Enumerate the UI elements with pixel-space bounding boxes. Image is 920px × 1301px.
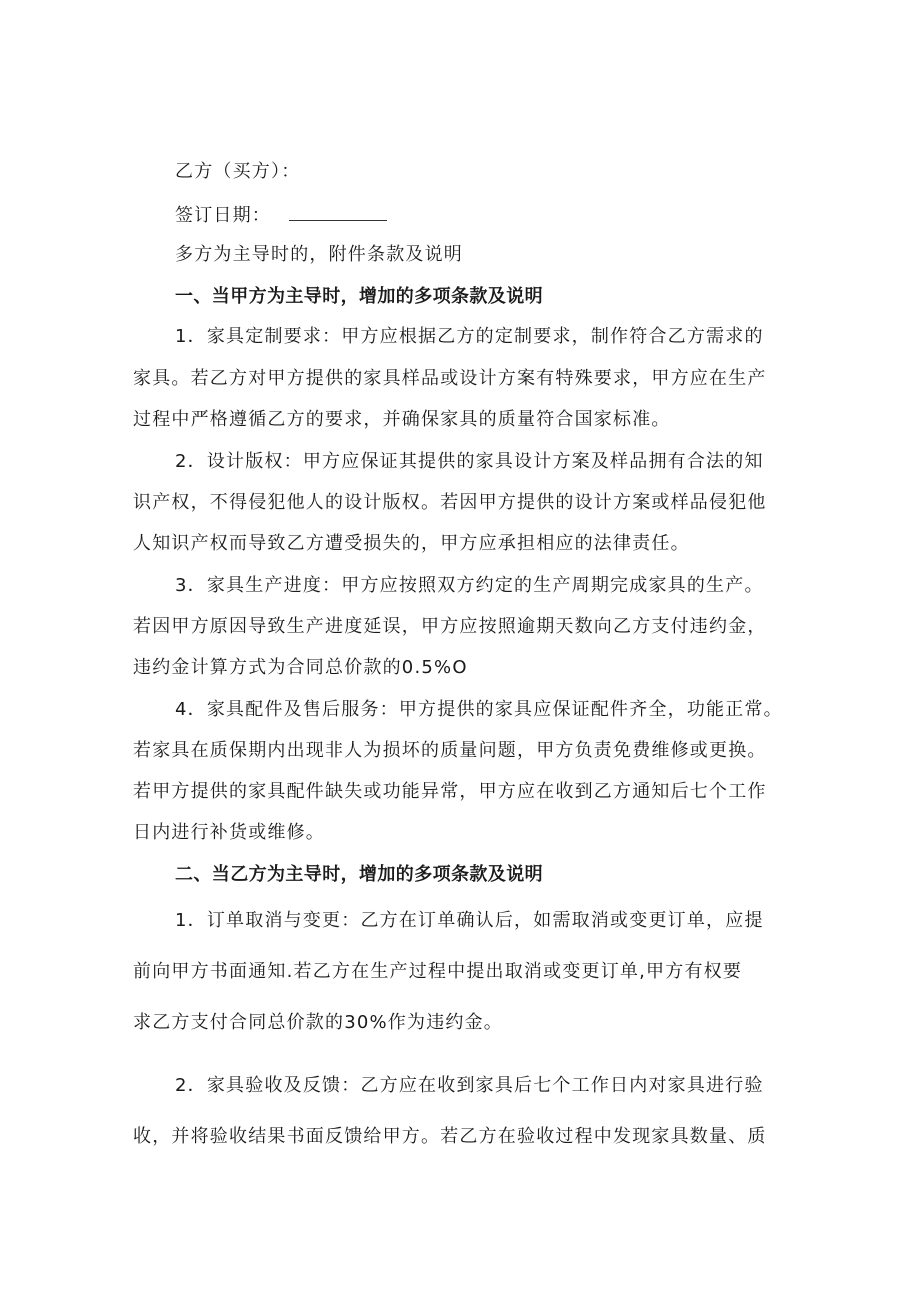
section2-line: 收，并将验收结果书面反馈给甲方。若乙方在验收过程中发现家具数量、质 bbox=[133, 1126, 767, 1147]
section2-line: 2．家具验收及反馈：乙方应在收到家具后七个工作日内对家具进行验 bbox=[175, 1075, 764, 1096]
section1-line: 违约金计算方式为合同总价款的0.5%O bbox=[133, 657, 468, 678]
intro-line: 多方为主导时的，附件条款及说明 bbox=[175, 244, 463, 265]
sign-date-row bbox=[175, 206, 387, 225]
section2-line: 前向甲方书面通知.若乙方在生产过程中提出取消或变更订单,甲方有权要 bbox=[133, 961, 743, 982]
section1-line: 1．家具定制要求：甲方应根据乙方的定制要求，制作符合乙方需求的 bbox=[175, 326, 764, 347]
sign-date-label: 签订日期： bbox=[175, 205, 271, 226]
section1-line: 若因甲方原因导致生产进度延误，甲方应按照逾期天数向乙方支付违约金， bbox=[133, 616, 767, 637]
section1-line: 4．家具配件及售后服务：甲方提供的家具应保证配件齐全，功能正常。 bbox=[175, 699, 783, 720]
section1-line: 日内进行补货或维修。 bbox=[133, 822, 325, 843]
section2-line: 1．订单取消与变更：乙方在订单确认后，如需取消或变更订单，应提 bbox=[175, 910, 764, 931]
section1-line: 识产权，不得侵犯他人的设计版权。若因甲方提供的设计方案或样品侵犯他 bbox=[133, 492, 767, 513]
section1-line: 家具。若乙方对甲方提供的家具样品或设计方案有特殊要求，甲方应在生产 bbox=[133, 368, 767, 389]
sign-date-blank bbox=[289, 206, 387, 221]
section1-line: 若甲方提供的家具配件缺失或功能异常，甲方应在收到乙方通知后七个工作 bbox=[133, 781, 767, 802]
section1-line: 3．家具生产进度：甲方应按照双方约定的生产周期完成家具的生产。 bbox=[175, 575, 764, 596]
section2-line: 求乙方支付合同总价款的30%作为违约金。 bbox=[133, 1012, 504, 1033]
party-b-label: 乙方（买方）： bbox=[175, 161, 301, 182]
section1-heading: 一、当甲方为主导时，增加的多项条款及说明 bbox=[175, 286, 543, 307]
section1-line: 过程中严格遵循乙方的要求，并确保家具的质量符合国家标准。 bbox=[133, 409, 671, 430]
section1-line: 2．设计版权：甲方应保证其提供的家具设计方案及样品拥有合法的知 bbox=[175, 451, 764, 472]
section2-heading: 二、当乙方为主导时，增加的多项条款及说明 bbox=[175, 864, 543, 885]
section1-line: 若家具在质保期内出现非人为损坏的质量问题，甲方负责免费维修或更换。 bbox=[133, 740, 767, 761]
section1-line: 人知识产权而导致乙方遭受损失的，甲方应承担相应的法律责任。 bbox=[133, 533, 690, 554]
